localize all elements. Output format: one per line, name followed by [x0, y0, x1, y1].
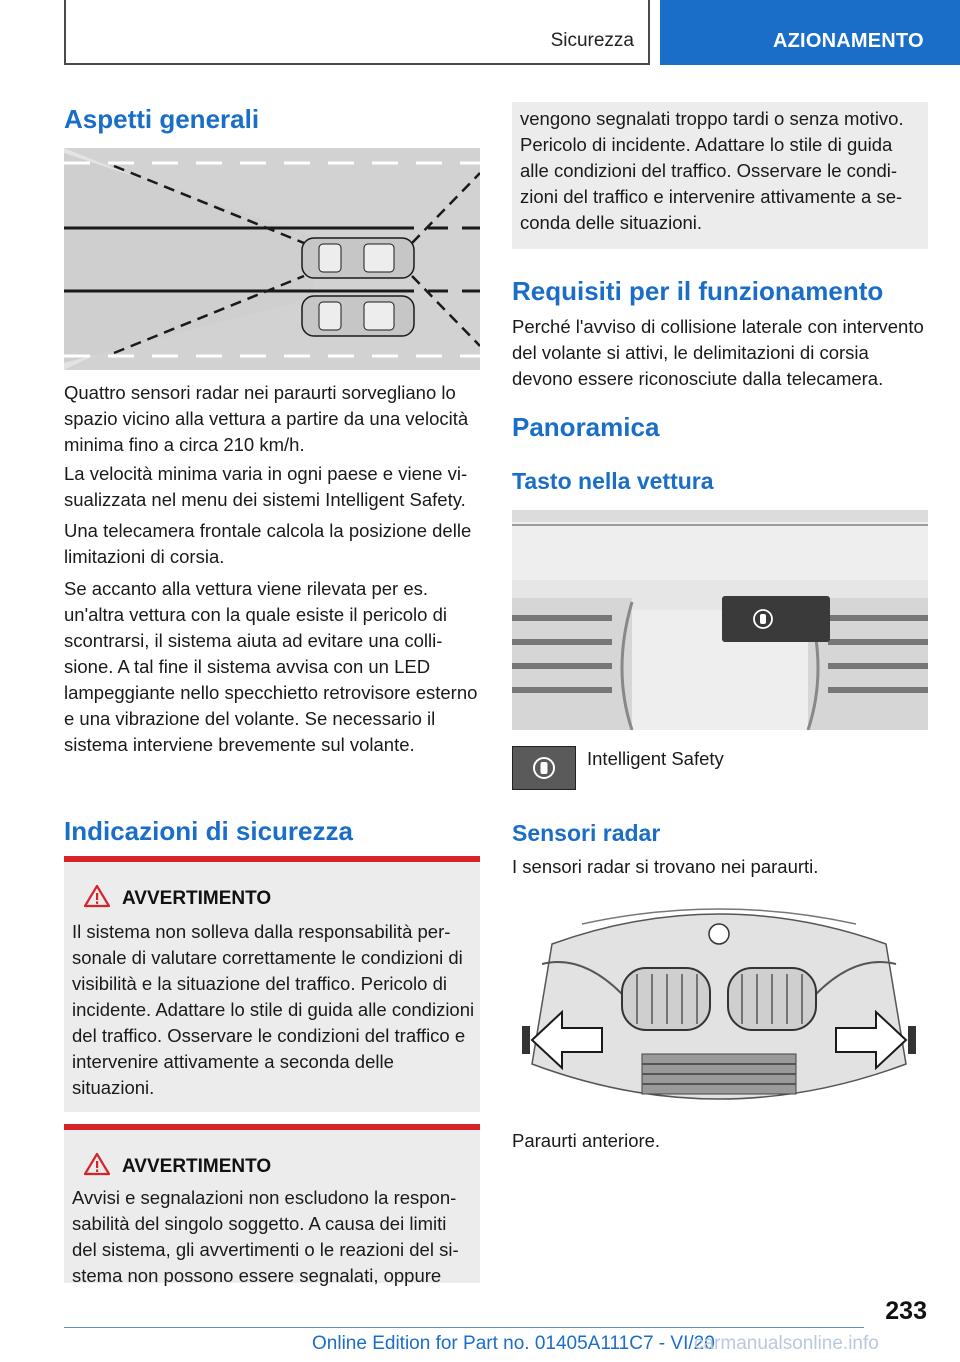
header-tab: AZIONAMENTO	[660, 0, 960, 65]
warning-2-text: Avvisi e segnalazioni non escludono la responsabilità del singolo soggetto. A causa dei limiti del sistema, gli avvertimenti o le reazioni del sistema non possono essere segnalati, oppure	[72, 1187, 459, 1286]
general-paragraph-1: Quattro sensori radar nei paraurti sorvegliano lo spazio vicino alla vettura a partire da una velocità minima fino a circa 210 km/h.	[64, 382, 469, 455]
header-section: Sicurezza	[550, 30, 634, 51]
heading-requirements: Requisiti per il funzionamento	[512, 276, 884, 306]
heading-button: Tasto nella vettura	[512, 468, 714, 494]
heading-sensors: Sensori radar	[512, 820, 661, 846]
footer-rule	[64, 1327, 864, 1328]
heading-safety: Indicazioni di sicurezza	[64, 816, 353, 846]
front-bumper-illustration	[522, 894, 916, 1116]
vehicle-button-illustration	[512, 510, 928, 730]
general-paragraph-3: Una telecamera frontale calcola la posizione delle limitazioni di corsia.	[64, 520, 472, 567]
footer-edition: Online Edition for Part no. 01405A111C7 - VI/20	[312, 1333, 715, 1354]
radar-coverage-illustration	[64, 148, 480, 370]
header-frame	[64, 0, 650, 65]
intelligent-safety-button-icon	[512, 746, 576, 790]
general-paragraph-4: Se accanto alla vettura viene rilevata per es. un'altra vettura con la quale esiste il pericolo di scontrarsi, il sistema aiuta ad evitare una collisione. A tal fine il sistema avvisa con un LED lampeggiante nello specchietto retrovisore esterno e una vibrazione del volante. Se necessario il sistema interviene brevemente sul volante.	[64, 578, 478, 755]
warning-box-2	[64, 1124, 480, 1286]
heading-overview: Panoramica	[512, 412, 660, 442]
warning-box-1	[64, 856, 480, 1112]
warning-2-continuation	[512, 102, 928, 249]
requirements-text: Perché l'avviso di collisione laterale con intervento del volante si attivi, le delimitazioni di corsia devono essere riconosciute dalla telecamera.	[512, 316, 924, 389]
warning-2-continuation-text: vengono segnalati troppo tardi o senza motivo. Pericolo di incidente. Adattare lo stile di guida alle condizioni del traffico. Osservare le condizioni del traffico e intervenire attivamente a seconda delle situazioni.	[520, 108, 904, 233]
button-label: Intelligent Safety	[587, 748, 724, 769]
warning-triangle-icon	[84, 1152, 110, 1176]
bumper-caption: Paraurti anteriore.	[512, 1130, 661, 1151]
warning-triangle-icon	[84, 884, 110, 908]
sensors-text: I sensori radar si trovano nei paraurti.	[512, 856, 819, 877]
warning-1-title: AVVERTIMENTO	[122, 888, 272, 909]
general-paragraph-2: La velocità minima varia in ogni paese e viene visualizzata nel menu dei sistemi Intelligent Safety.	[64, 463, 468, 510]
warning-1-text: Il sistema non solleva dalla responsabilità personale di valutare correttamente le condizioni di visibilità e la situazione del traffico. Pericolo di incidente. Adattare lo stile di guida alle condizioni del traffico. Osservare le condizioni del traffico e intervenire attivamente a seconda delle situazioni.	[72, 921, 475, 1098]
page-number: 233	[885, 1297, 927, 1325]
footer-watermark: carmanualsonline.info	[694, 1333, 879, 1354]
warning-2-title: AVVERTIMENTO	[122, 1156, 272, 1177]
heading-general: Aspetti generali	[64, 104, 260, 134]
